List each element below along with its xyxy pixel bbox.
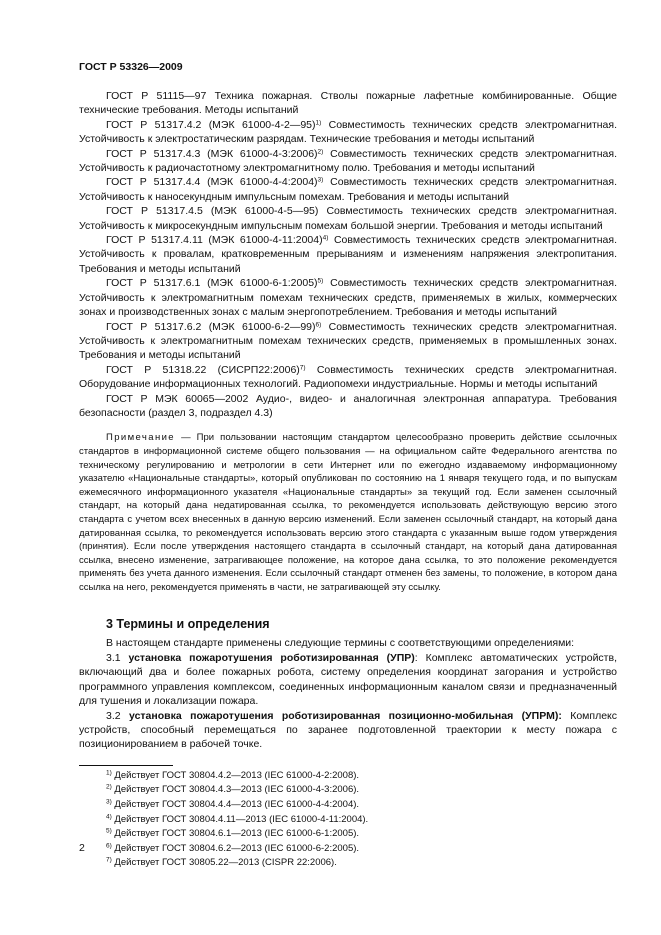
footnote-ref[interactable]: 2) <box>317 148 324 156</box>
footnote: $^{1)}$ Действует ГОСТ 30804.4.2—2013 (IEC 61000-4-2:2008). <box>106 769 360 781</box>
footnote: $^{7)}$ Действует ГОСТ 30805.22—2013 (CISPR 22:2006). <box>106 856 337 869</box>
footnote-ref[interactable]: 5) <box>317 277 324 285</box>
footnote-ref[interactable]: 6) <box>315 321 322 328</box>
footnote-ref[interactable]: 4) <box>322 234 329 242</box>
reference-item: ГОСТ Р 51317.4.2 (МЭК 61000-4-2—95)$^{1)}$ Совместимость технических средств электромагнитная. Устойчивость к электростатическим разрядам. Технические требования и методы испытаний <box>79 118 617 146</box>
footnote: $^{5)}$ Действует ГОСТ 30804.6.1—2013 (IEC 61000-6-1:2005). <box>106 827 360 840</box>
footnote-ref[interactable]: 1) <box>315 119 322 127</box>
note-label: Примечание <box>106 432 175 444</box>
terms-section <box>79 636 617 751</box>
term-name: установка пожаротушения роботизированная (УПР) <box>128 651 415 664</box>
reference-item: ГОСТ Р 51115—97 Техника пожарная. Стволы пожарные лафетные комбинированные. Общие технические требования. Методы испытаний <box>79 90 617 117</box>
footnote: $^{2)}$ Действует ГОСТ 30804.4.3—2013 (IEC 61000-4-3:2006). <box>106 783 360 796</box>
footnote-ref[interactable]: 3) <box>317 176 324 184</box>
page-number: 2 <box>79 842 85 854</box>
footnote-divider <box>79 765 173 766</box>
terms-intro: В настоящем стандарте применены следующие термины с соответствующими определениями: <box>106 637 575 650</box>
reference-item: ГОСТ Р 51317.4.11 (МЭК 61000-4-11:2004)$^{4)}$ Совместимость технических средств электромагнитная. Устойчивость к провалам, кратковременным прерываниям и изменениям напряжения электропитания. Требования и методы испытаний <box>79 234 617 275</box>
footnote-ref[interactable]: 7) <box>299 364 306 372</box>
reference-item: ГОСТ Р МЭК 60065—2002 Аудио-, видео- и аналогичная электронная аппаратура. Требования безопасности (раздел 3, подраздел 4.3) <box>79 392 617 419</box>
running-header: ГОСТ Р 53326—2009 <box>79 61 183 73</box>
reference-item: ГОСТ Р 51317.6.1 (МЭК 61000-6-1:2005)$^{5)}$ Совместимость технических средств электромагнитная. Устойчивость к электромагнитным помехам технических средств, применяемых в жилых, коммерческих зонах и производственных зонах с малым энергопотреблением. Требования и методы испытаний <box>79 277 617 319</box>
footnote: $^{4)}$ Действует ГОСТ 30804.4.11—2013 (IEC 61000-4-11:2004). <box>106 813 369 825</box>
note-text: — При пользовании настоящим стандартом целесообразно проверить действие ссылочных стандартов в информационной системе общего пользования — на официальном сайте Федерального агентства по техническому регулированию и метрологии в сети Интернет или по ежегодно издаваемому информационному указателю «Национальные стандарты», который опубликован по состоянию на 1 января текущего года, и по выпускам ежемесячного информационного указателя «Национальные стандарты» за текущий год. Если заменен ссылочный стандарт, на который дана недатированная ссылка, то рекомендуется использовать действующую версию этого стандарта с учетом всех внесенных в данную версию изменений. Если заменен ссылочный стандарт, на который дана датированная ссылка, то рекомендуется использовать версию этого стандарта с указанным выше годом утверждения (принятия). Если после утверждения настоящего стандарта в ссылочный стандарт, на который дана датированная ссылка, внесено изменение, затрагивающее положение, на которое дана ссылка, то это положение рекомендуется применять без учета данного изменения. Если ссылочный стандарт отменен без замены, то положение, в котором дана ссылка на него, рекомендуется применять в части, не затрагивающей эту ссылку. <box>79 432 617 593</box>
footnote: $^{3)}$ Действует ГОСТ 30804.4.4—2013 (IEC 61000-4-4:2004). <box>106 798 360 810</box>
normative-references <box>79 89 617 420</box>
page-body <box>79 89 617 871</box>
reference-item: ГОСТ Р 51317.6.2 (МЭК 61000-6-2—99)$^{6)}$ Совместимость технических средств электромагнитная. Устойчивость к электромагнитным помехам технических средств, применяемых в промышленных зонах. Требования и методы испытаний <box>79 320 617 362</box>
reference-item: ГОСТ Р 51317.4.4 (МЭК 61000-4-4:2004)$^{3)}$ Совместимость технических средств электромагнитная. Устойчивость к наносекундным импульсным помехам. Требования и методы испытаний <box>79 176 617 203</box>
section-heading: 3 Термины и определения <box>106 617 270 632</box>
note <box>79 431 617 594</box>
term-entry: 3.1 установка пожаротушения роботизированная (УПР): Комплекс автоматических устройств, включающий два и более пожарных робота, систему определения координат загорания и устройство программного управления комплексом, соединенных информационным каналом связи и предназначенный для тушения и локализации пожара. <box>79 651 617 708</box>
footnotes <box>79 769 617 871</box>
term-name: установка пожаротушения роботизированная позиционно-мобильная (УПРМ): <box>129 709 562 722</box>
term-entry: 3.2 установка пожаротушения роботизированная позиционно-мобильная (УПРМ): Комплекс устройств, способный перемещаться по заранее подготовленной траектории к месту пожара с позиционированием в рабочей точке. <box>79 709 617 751</box>
reference-item: ГОСТ Р 51318.22 (СИСРП22:2006)$^{7)}$ Совместимость технических средств электромагнитная. Оборудование информационных технологий. Радиопомехи индустриальные. Нормы и методы испытаний <box>79 363 617 391</box>
footnote: $^{6)}$ Действует ГОСТ 30804.6.2—2013 (IEC 61000-6-2:2005). <box>106 842 360 854</box>
reference-item: ГОСТ Р 51317.4.5 (МЭК 61000-4-5—95) Совместимость технических средств электромагнитная. Устойчивость к микросекундным импульсным помехам большой энергии. Требования и методы испытаний <box>79 205 617 232</box>
reference-item: ГОСТ Р 51317.4.3 (МЭК 61000-4-3:2006)$^{2)}$ Совместимость технических средств электромагнитная. Устойчивость к радиочастотному электромагнитному полю. Требования и методы испытаний <box>79 147 617 175</box>
